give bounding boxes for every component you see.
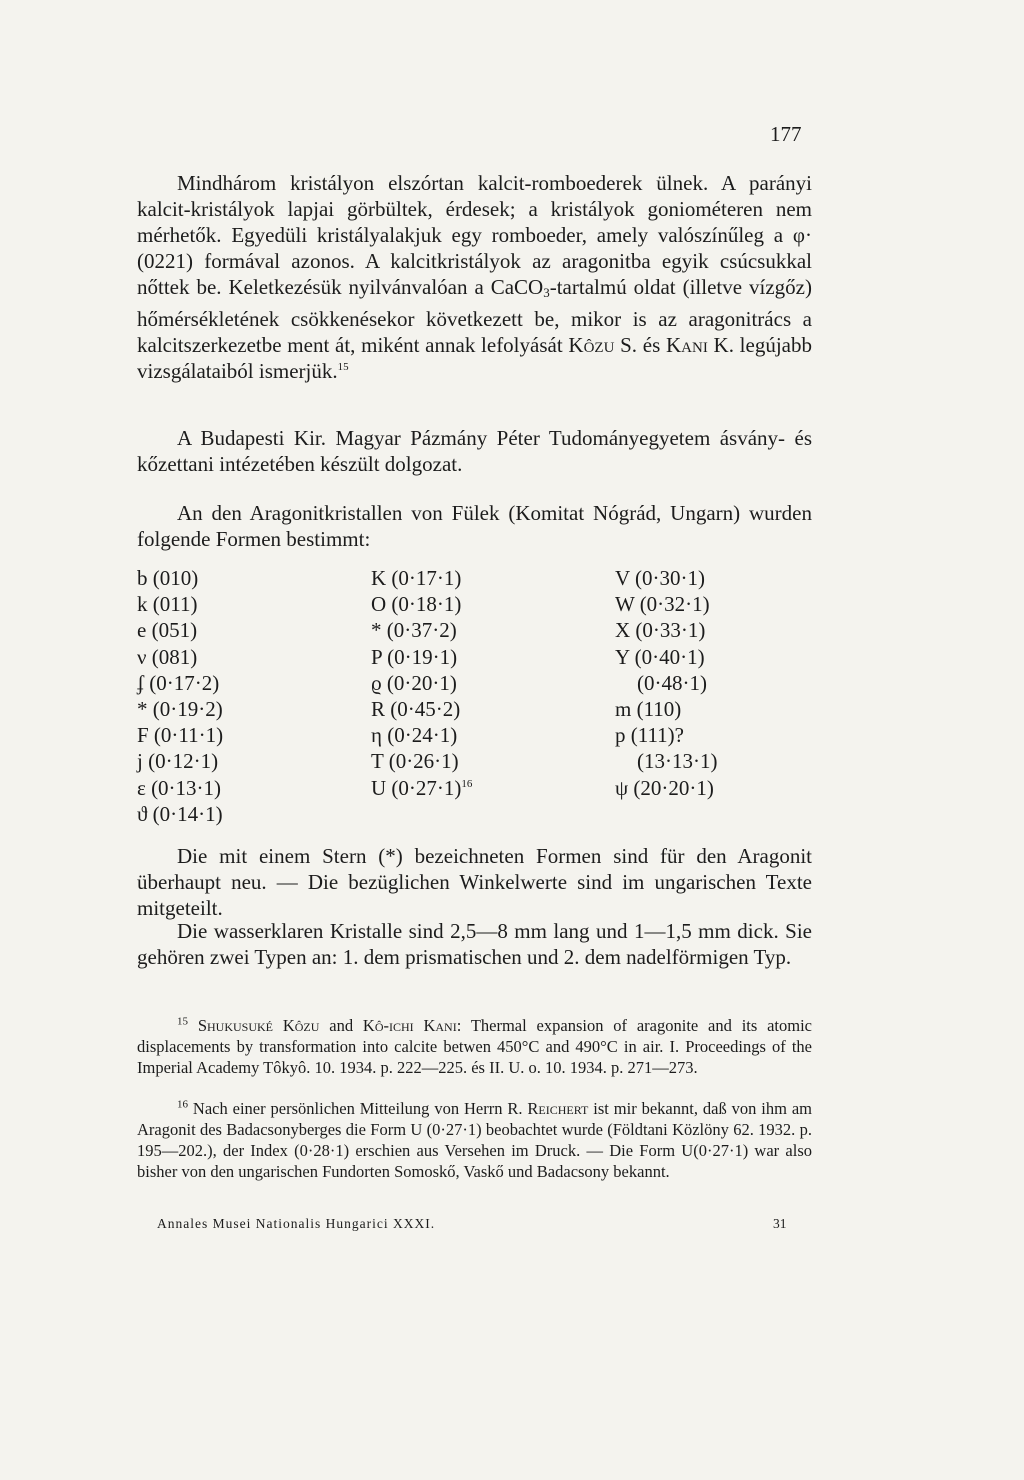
form-item: ϱ (0·20·1) — [371, 670, 457, 695]
paragraph-star-note — [137, 843, 812, 921]
form-item: W (0·32·1) — [615, 592, 710, 617]
institute-text: A Budapesti Kir. Magyar Pázmány Péter Tudományegyetem ásvány- és kőzettani intézetében készült dolgozat. — [137, 426, 812, 476]
star-note-text: Die mit einem Stern (*) bezeichneten Formen sind für den Aragonit überhaupt neu. — Die bezüglichen Winkelwerte sind im ungarischen Texte mitgeteilt. — [137, 844, 812, 920]
forms-column-2 — [371, 565, 472, 801]
form-item: T (0·26·1) — [371, 749, 459, 774]
form-item: e (051) — [137, 618, 198, 643]
dimensions-text: Die wasserklaren Kristalle sind 2,5—8 mm lang und 1—1,5 mm dick. Sie gehören zwei Typen an: 1. dem prismatischen und 2. dem nadelförmigen Typ. — [137, 919, 812, 969]
p1-text: Mindhárom kristályon elszórtan kalcit-romboederek ülnek. A parányi kalcit-kristályok lapjai görbültek, érdesek; a kristályok goniométeren nem mérhetők. Egyedüli kristályalakjuk egy romboeder, amely valószínűleg a φ· (0221) formával azonos. A kalcitkristályok az aragonitba egyik csúcsukkal nőttek be. Keletkezésük nyilvánvalóan a CaCO — [137, 171, 812, 299]
form-item: ε (0·13·1) — [137, 775, 222, 800]
footnote-ref-16: 16 — [461, 777, 473, 790]
footnote-16-name: Reichert — [527, 1099, 589, 1118]
footnote-16-text1: Nach einer persönlichen Mitteilung von Herrn R. — [192, 1099, 528, 1118]
journal-footer: Annales Musei Nationalis Hungarici XXXI. — [157, 1216, 436, 1231]
form-item: b (010) — [137, 566, 199, 590]
p1-text4: K. legújabb vizsgálataiból ismerjük. — [137, 333, 812, 383]
form-item: ʄ (0·17·2) — [137, 670, 220, 695]
form-item: F (0·11·1) — [137, 723, 224, 748]
footnote-16-text2: ist mir bekannt, daß von ihm am Aragonit des Badacsonyberges die Form U (0·27·1) beobachtet wurde (Földtani Közlöny 62. 1932. p. 195—202.), der Index (0·28·1) erschien aus Versehen im Druck. — Die Form U(0·27·1) war also bisher von den ungarischen Fundorten Somoskő, Vaskő und Badacsony bekannt. — [137, 1099, 813, 1181]
p1-author-kani: Kani — [666, 333, 708, 357]
footnote-15-author2: Kô-ichi Kani — [362, 1016, 457, 1035]
form-item: * (0·37·2) — [371, 618, 457, 643]
p1-subscript: 3 — [543, 285, 550, 300]
footnote-15-and: and — [319, 1016, 363, 1035]
form-item: m (110) — [615, 696, 682, 721]
form-item: V (0·30·1) — [615, 566, 706, 590]
p1-text2: -tartalmú oldat (illetve vízgőz) hőmérsékletének csökkenésekor következett be, mikor is az aragonitrács a kalcitszerkezetbe ment át, miként annak lefolyását — [137, 275, 812, 357]
form-item: p (111)? — [615, 723, 684, 748]
form-item: P (0·19·1) — [371, 644, 458, 669]
paragraph-german-intro — [137, 500, 812, 552]
forms-column-1 — [137, 565, 223, 827]
form-item: * (0·19·2) — [137, 696, 223, 721]
crystal-forms-list — [137, 565, 817, 826]
footnote-15-number: 15 — [177, 1015, 188, 1028]
form-item: ν (081) — [137, 644, 198, 669]
form-item: O (0·18·1) — [371, 592, 462, 617]
form-item: j (0·12·1) — [137, 749, 219, 774]
page-number: 177 — [770, 122, 802, 146]
footnote-15 — [137, 1015, 812, 1078]
p1-author-kozu: Kôzu — [568, 333, 615, 357]
footnote-16-number: 16 — [177, 1098, 188, 1111]
footnote-ref-15: 15 — [337, 361, 349, 373]
footnote-16 — [137, 1098, 812, 1182]
footnote-15-author: Shukusuké Kôzu — [197, 1016, 320, 1035]
paragraph-calcite — [137, 170, 812, 384]
form-item: (0·48·1) — [637, 670, 707, 695]
paragraph-dimensions — [137, 918, 812, 970]
form-item: ψ (20·20·1) — [615, 775, 714, 800]
form-item: ϑ (0·14·1) — [137, 801, 223, 826]
form-item: k (011) — [137, 592, 198, 617]
form-item: R (0·45·2) — [371, 696, 461, 721]
form-item-with-footnote — [371, 775, 472, 801]
paragraph-institute — [137, 425, 812, 477]
form-item: Y (0·40·1) — [615, 644, 705, 669]
sheet-number: 31 — [773, 1216, 787, 1231]
footnote-15-text: : Thermal expansion of aragonite and its atomic displacements by transformation into calcite betwen 450°C and 490°C in air. I. Proceedings of the Imperial Academy Tôkyô. 10. 1934. p. 222—225. és II. U. o. 10. 1934. p. 271—273. — [137, 1016, 813, 1077]
form-item: K (0·17·1) — [371, 566, 462, 590]
form-item-text: U (0·27·1) — [371, 775, 462, 800]
form-item: (13·13·1) — [637, 749, 718, 774]
german-intro-text: An den Aragonitkristallen von Fülek (Komitat Nógrád, Ungarn) wurden folgende Formen bestimmt: — [137, 501, 812, 551]
form-item: η (0·24·1) — [371, 723, 458, 748]
forms-column-3 — [615, 565, 717, 801]
p1-text3: S. és — [614, 333, 666, 357]
form-item: X (0·33·1) — [615, 618, 706, 643]
